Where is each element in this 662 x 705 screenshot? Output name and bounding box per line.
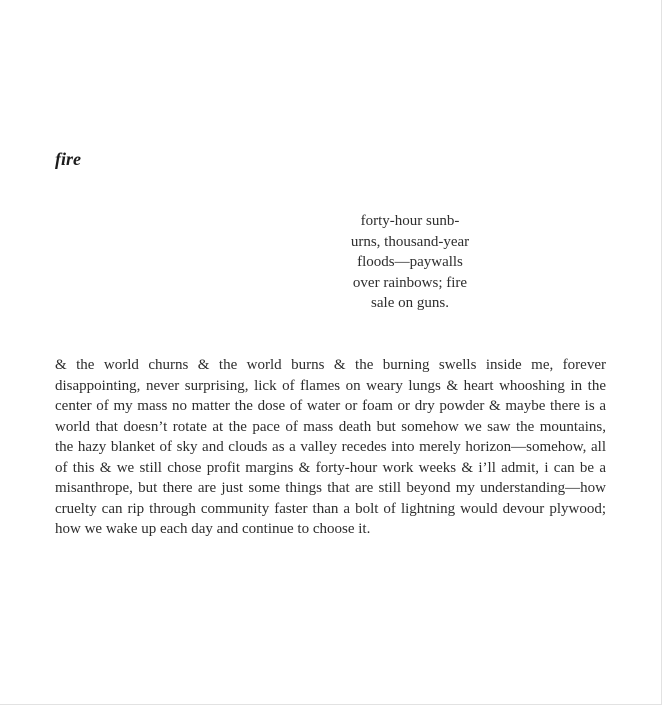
poem-stanza (260, 211, 560, 314)
stanza-line: sale on guns. (371, 295, 449, 311)
body-line: world that doesn’t rotate at the pace of mass death but somehow we saw the mountains, (55, 418, 606, 435)
stanza-line: forty-hour sunb- (360, 213, 460, 229)
body-line: misanthrope, but there are just some things that are still beyond my understanding—how (55, 480, 606, 497)
stanza-line: urns, thousand-year (350, 233, 470, 250)
poem-body-paragraph (55, 355, 606, 540)
body-line: disappointing, never surprising, lick of flames on weary lungs & heart whooshing in the (55, 377, 606, 394)
body-line: center of my mass no matter the dose of water or foam or dry powder & maybe there is a (55, 398, 606, 415)
body-line: cruelty can rip through community faster than a bolt of lightning would devour plywood; (55, 500, 606, 517)
stanza-line: floods—paywalls (357, 254, 463, 270)
body-line: & the world churns & the world burns & the burning swells inside me, forever (55, 357, 606, 373)
body-line: how we wake up each day and continue to choose it. (55, 521, 371, 538)
body-line: of this & we still chose profit margins & forty-hour work weeks & i’ll admit, i can be a (55, 459, 606, 476)
body-line: the hazy blanket of sky and clouds as a valley recedes into merely horizon—somehow, all (55, 439, 606, 456)
poem-title: fire (55, 149, 81, 169)
stanza-line: over rainbows; fire (352, 274, 468, 291)
